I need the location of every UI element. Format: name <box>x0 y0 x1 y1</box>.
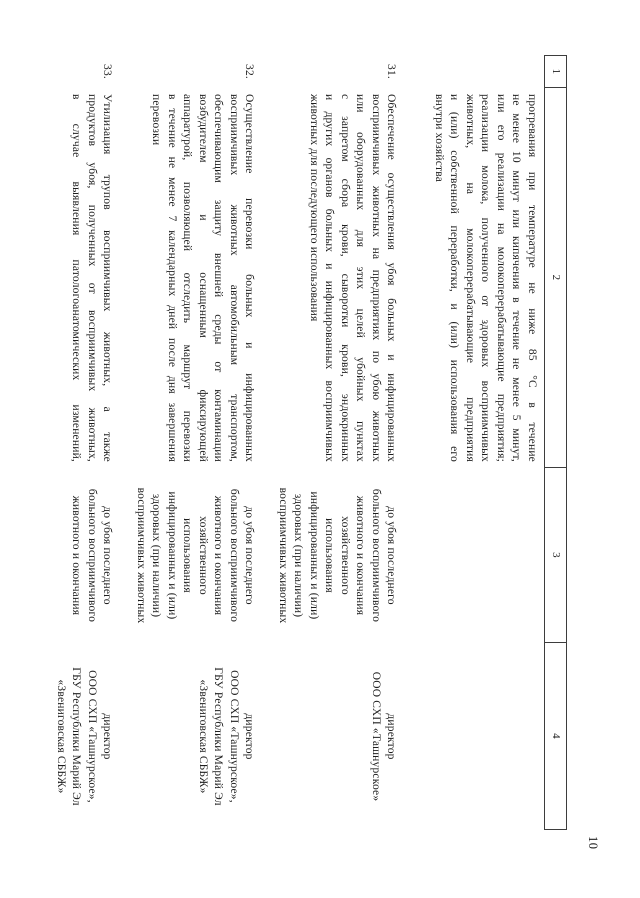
measure-cell: Осуществление перевозки больных и инфицированных восприимчивых животных автомобильным транспортом, обеспечивающим защиту внешней среды от контаминации возбудителем и оснащенным фиксирующей аппаратурой, позволяющей отследить маршрут перевозки в течение не менее 7 календарных дней после дня завершения перевозки <box>150 94 256 462</box>
row-number: 32. <box>243 64 256 79</box>
row-number: 31. <box>385 64 398 79</box>
header-cell-3: 3 <box>545 468 566 643</box>
header-cell-1: 1 <box>545 55 566 88</box>
measure-cell: прогревания при температуре не ниже 85 °С в течение не менее 10 минут или кипячения в течение не менее 5 минут, или его реализации на молокоперерабатывающие предприятия; реализации молока, полученного от здоровых восприимчивых животных, на молокоперерабатывающие предприятия и (или) собственной переработки, и (или) использования его внутри хозяйства <box>433 94 538 462</box>
header-cell-2: 2 <box>545 88 566 468</box>
table-row-31 <box>275 55 399 830</box>
responsible-cell: директор ООО СХП «Ташнурское», ГБУ Республики Марий Эл «Звениговская СББЖ» <box>197 667 256 806</box>
responsible-cell: директор ООО СХП «Ташнурское» <box>370 671 398 802</box>
page-number: 10 <box>586 836 600 850</box>
measure-cell: Утилизация трупов восприимчивых животных, а также продуктов убоя, полученных от восприимчивых животных, в случае выявления патологоанатомических изменений, <box>70 94 114 462</box>
term-cell: до убоя последнего больного восприимчивого животного и окончания хозяйственного использования инфицированных и (или) здоровых (при наличии) восприимчивых животных <box>135 487 256 624</box>
quarantine-measures-table <box>53 55 568 830</box>
table-row-32 <box>133 55 257 830</box>
term-cell: до убоя последнего больного восприимчивого животного и окончания хозяйственного использования инфицированных и (или) здоровых (при наличии) восприимчивых животных <box>277 487 398 624</box>
row-number: 33. <box>101 64 114 79</box>
responsible-cell: директор ООО СХП «Ташнурское», ГБУ Республики Марий Эл «Звениговская СББЖ» <box>55 667 114 806</box>
measure-cell: Обеспечение осуществления убоя больных и инфицированных восприимчивых животных на предприятиях по убою животных или оборудованных для этих целей убойных пунктах с запретом сбора крови, сыворотки крови, эндокринных и других органов больных и инфицированных восприимчивых животных для последующего использования <box>308 94 398 462</box>
header-cell-4: 4 <box>545 643 566 830</box>
table-header-row <box>544 55 567 830</box>
term-cell: до убоя последнего больного восприимчивого животного и окончания <box>70 488 114 623</box>
table-row-33 <box>53 55 115 830</box>
table-row-continuation <box>431 55 540 830</box>
